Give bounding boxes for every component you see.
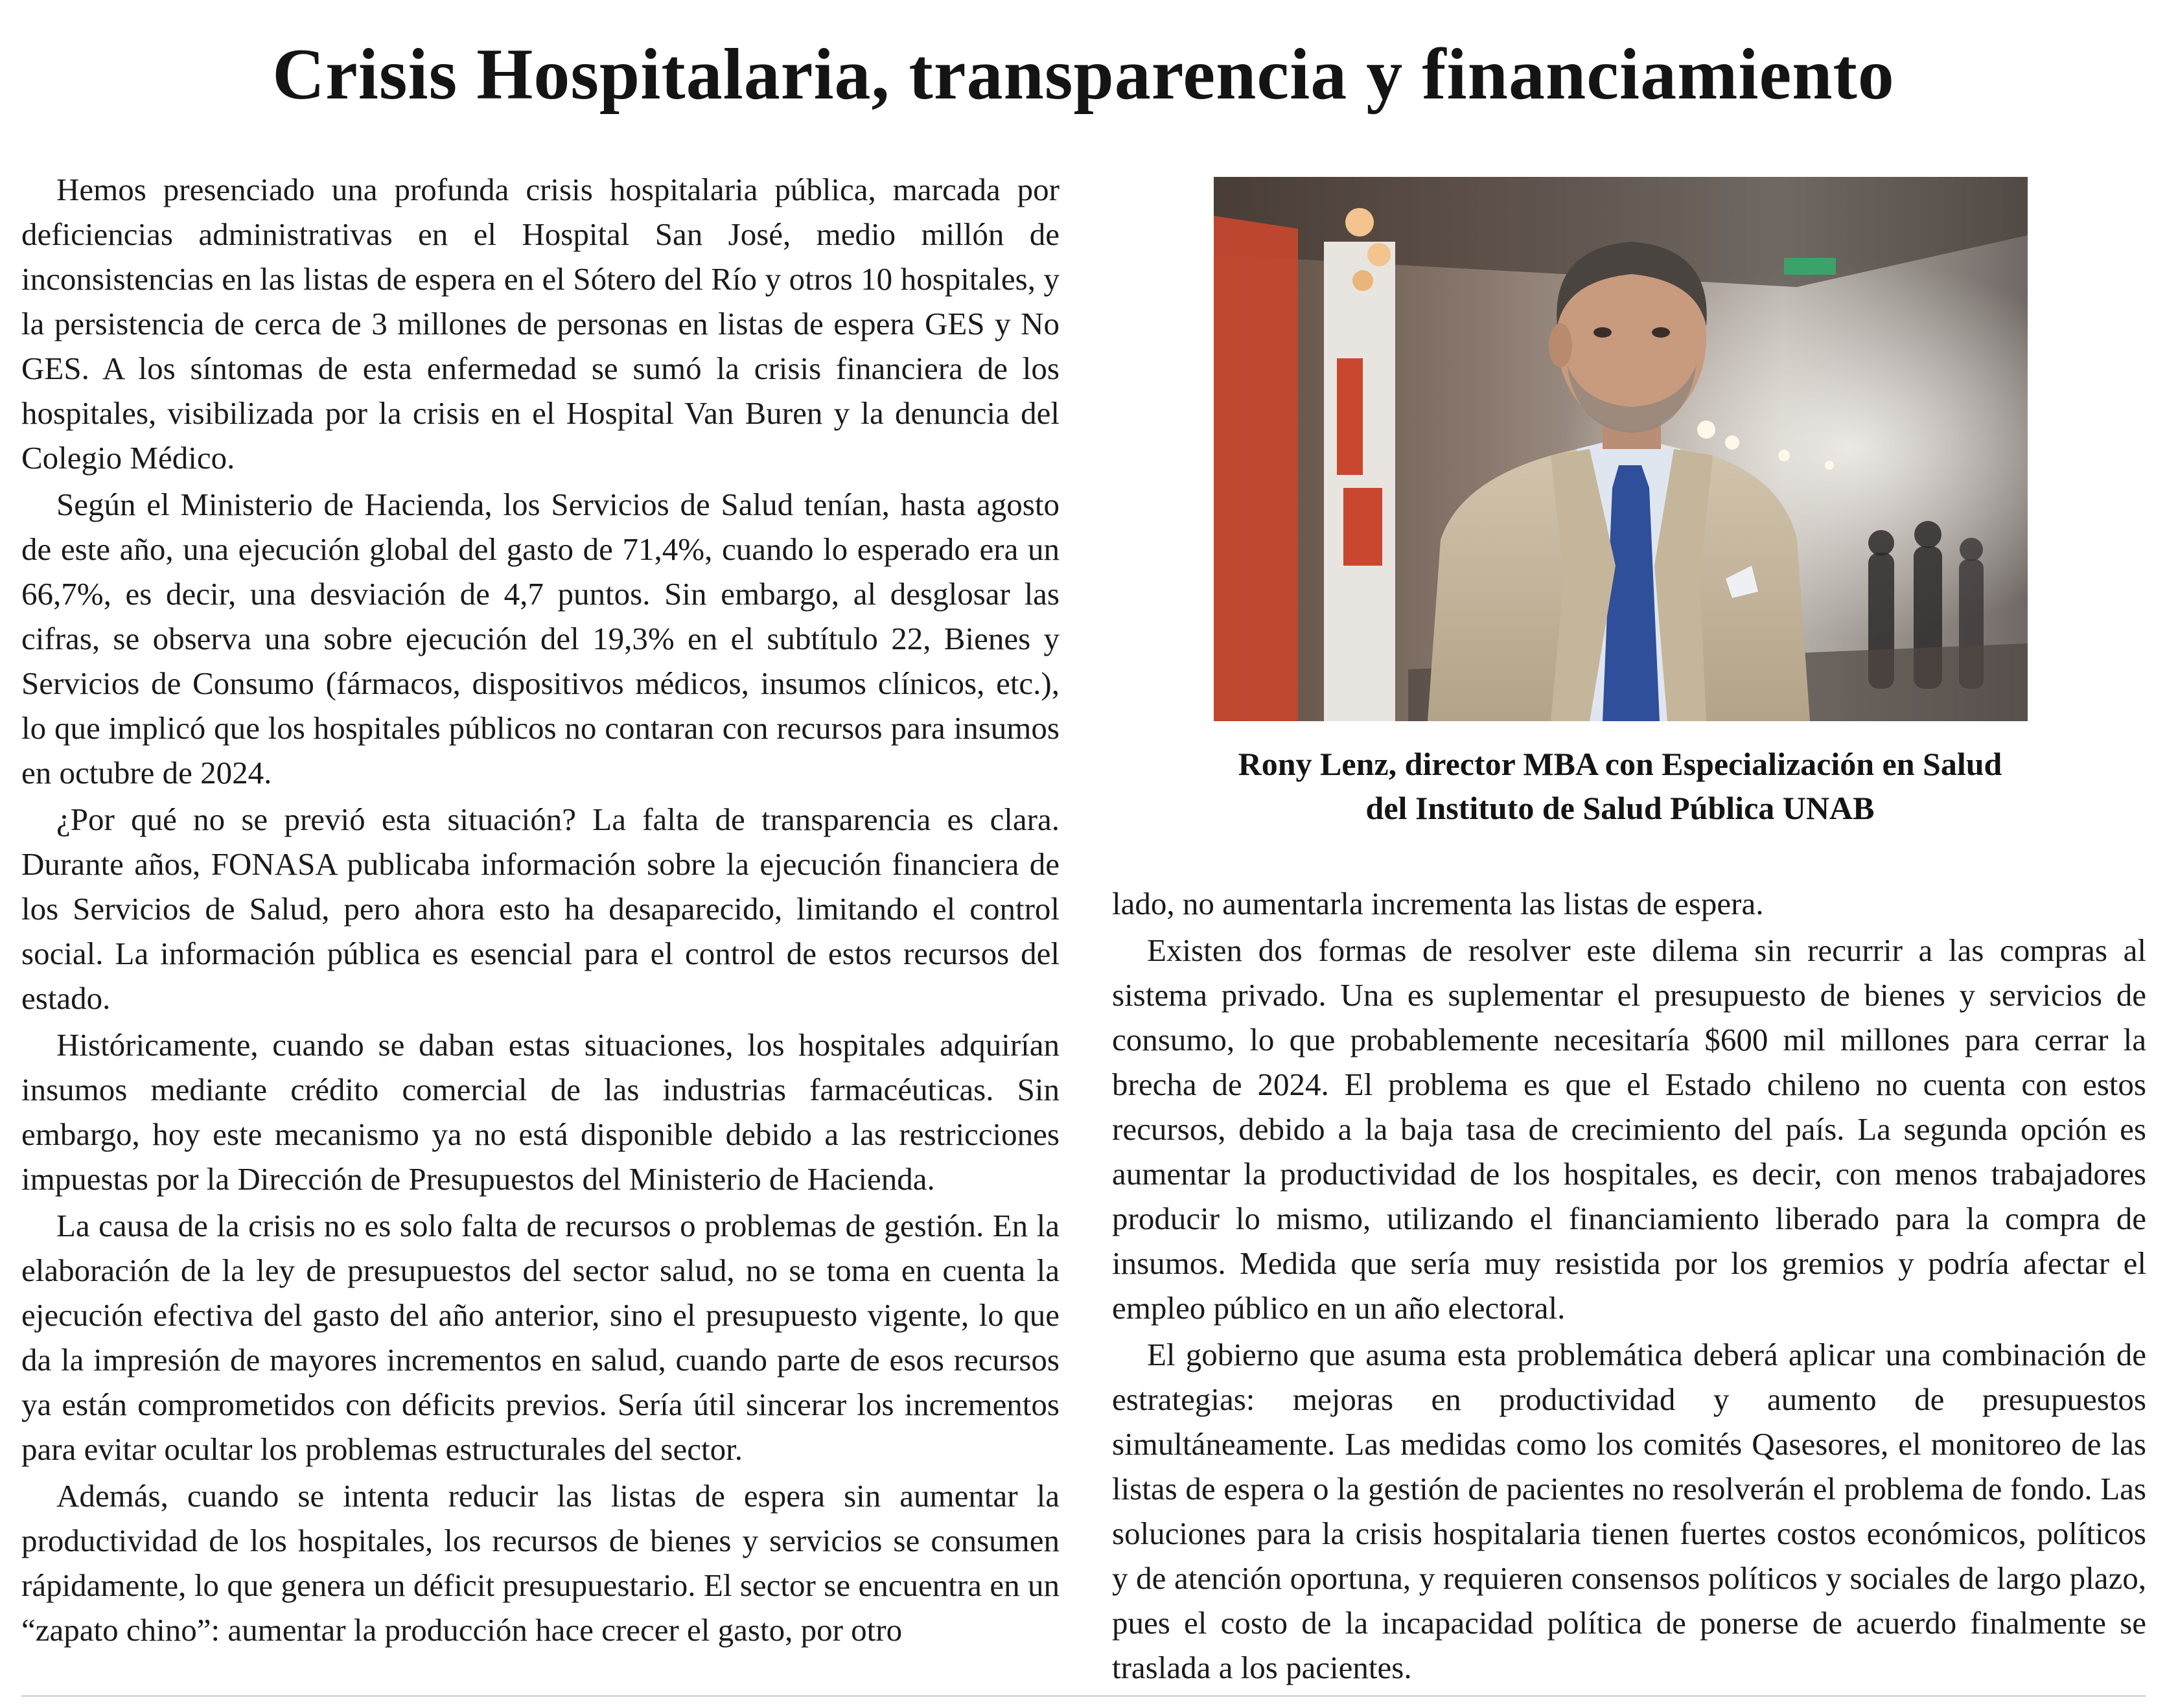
paragraph: El gobierno que asuma esta problemática deberá aplicar una combinación de estrategias: mejoras en productividad y aumento de presupuestos simultáneamente. Las medidas como los comités Qasesores, el monitoreo de las listas de espera o la gestión de pacientes no resolverán el problema de fondo. Las soluciones para la crisis hospitalaria tienen fuertes costos económicos, políticos y de atención oportuna, y requieren consensos políticos y sociales de largo plazo, pues el costo de la incapacidad política de ponerse de acuerdo finalmente se traslada a los pacientes. xyxy=(1112,1337,2146,1685)
bottom-divider xyxy=(21,1695,2146,1697)
paragraph: ¿Por qué no se previó esta situación? La falta de transparencia es clara. Durante años, FONASA publicaba información sobre la ejecución financiera de los Servicios de Salud, pero ahora esto ha desaparecido, limitando el control social. La información pública es esencial para el control de estos recursos del estado. xyxy=(21,802,1060,1016)
paragraph: lado, no aumentarla incrementa las listas de espera. xyxy=(1112,886,1764,921)
paragraph: Además, cuando se intenta reducir las listas de espera sin aumentar la productividad de los hospitales, los recursos de bienes y servicios se consumen rápidamente, lo que genera un déficit presupuestario. El sector se encuentra en un “zapato chino”: aumentar la producción hace crecer el gasto, por otro xyxy=(21,1478,1060,1648)
right-text-column xyxy=(1112,881,2146,1692)
paragraph: La causa de la crisis no es solo falta de recursos o problemas de gestión. En la elaboración de la ley de presupuestos del sector salud, no se toma en cuenta la ejecución efectiva del gasto del año anterior, sino el presupuesto vigente, lo que da la impresión de mayores incrementos en salud, cuando parte de esos recursos ya están comprometidos con déficits previos. Sería útil sincerar los incrementos para evitar ocultar los problemas estructurales del sector. xyxy=(21,1208,1060,1467)
paragraph: Existen dos formas de resolver este dilema sin recurrir a las compras al sistema privado. Una es suplementar el presupuesto de bienes y servicios de consumo, lo que probablemente necesitaría $600 mil millones para cerrar la brecha de 2024. El problema es que el Estado chileno no cuenta con estos recursos, debido a la baja tasa de crecimiento del país. La segunda opción es aumentar la productividad de los hospitales, es decir, con menos trabajadores producir lo mismo, utilizando el financiamiento liberado para la compra de insumos. Medida que sería muy resistida por los gremios y podría afectar el empleo público en un año electoral. xyxy=(1112,932,2146,1326)
portrait-photo xyxy=(1214,177,2028,721)
photo-caption xyxy=(1153,742,2087,830)
caption-line: Rony Lenz, director MBA con Especialización en Salud xyxy=(1238,746,2002,782)
paragraph: Hemos presenciado una profunda crisis hospitalaria pública, marcada por deficiencias administrativas en el Hospital San José, medio millón de inconsistencias en las listas de espera en el Sótero del Río y otros 10 hospitales, y la persistencia de cerca de 3 millones de personas en listas de espera GES y No GES. A los síntomas de esta enfermedad se sumó la crisis financiera de los hospitales, visibilizada por la crisis en el Hospital Van Buren y la denuncia del Colegio Médico. xyxy=(21,172,1060,476)
left-text-column xyxy=(21,167,1060,1654)
paragraph: Históricamente, cuando se daban estas situaciones, los hospitales adquirían insumos mediante crédito comercial de las industrias farmacéuticas. Sin embargo, hoy este mecanismo ya no está disponible debido a las restricciones impuestas por la Dirección de Presupuestos del Ministerio de Hacienda. xyxy=(21,1027,1060,1197)
caption-line: del Instituto de Salud Pública UNAB xyxy=(1365,790,1875,826)
article-title: Crisis Hospitalaria, transparencia y financiamiento xyxy=(272,34,1895,115)
paragraph: Según el Ministerio de Hacienda, los Servicios de Salud tenían, hasta agosto de este año, una ejecución global del gasto de 71,4%, cuando lo esperado era un 66,7%, es decir, una desviación de 4,7 puntos. Sin embargo, al desglosar las cifras, se observa una sobre ejecución del 19,3% en el subtítulo 22, Bienes y Servicios de Consumo (fármacos, dispositivos médicos, insumos clínicos, etc.), lo que implicó que los hospitales públicos no contaran con recursos para insumos en octubre de 2024. xyxy=(21,487,1060,791)
